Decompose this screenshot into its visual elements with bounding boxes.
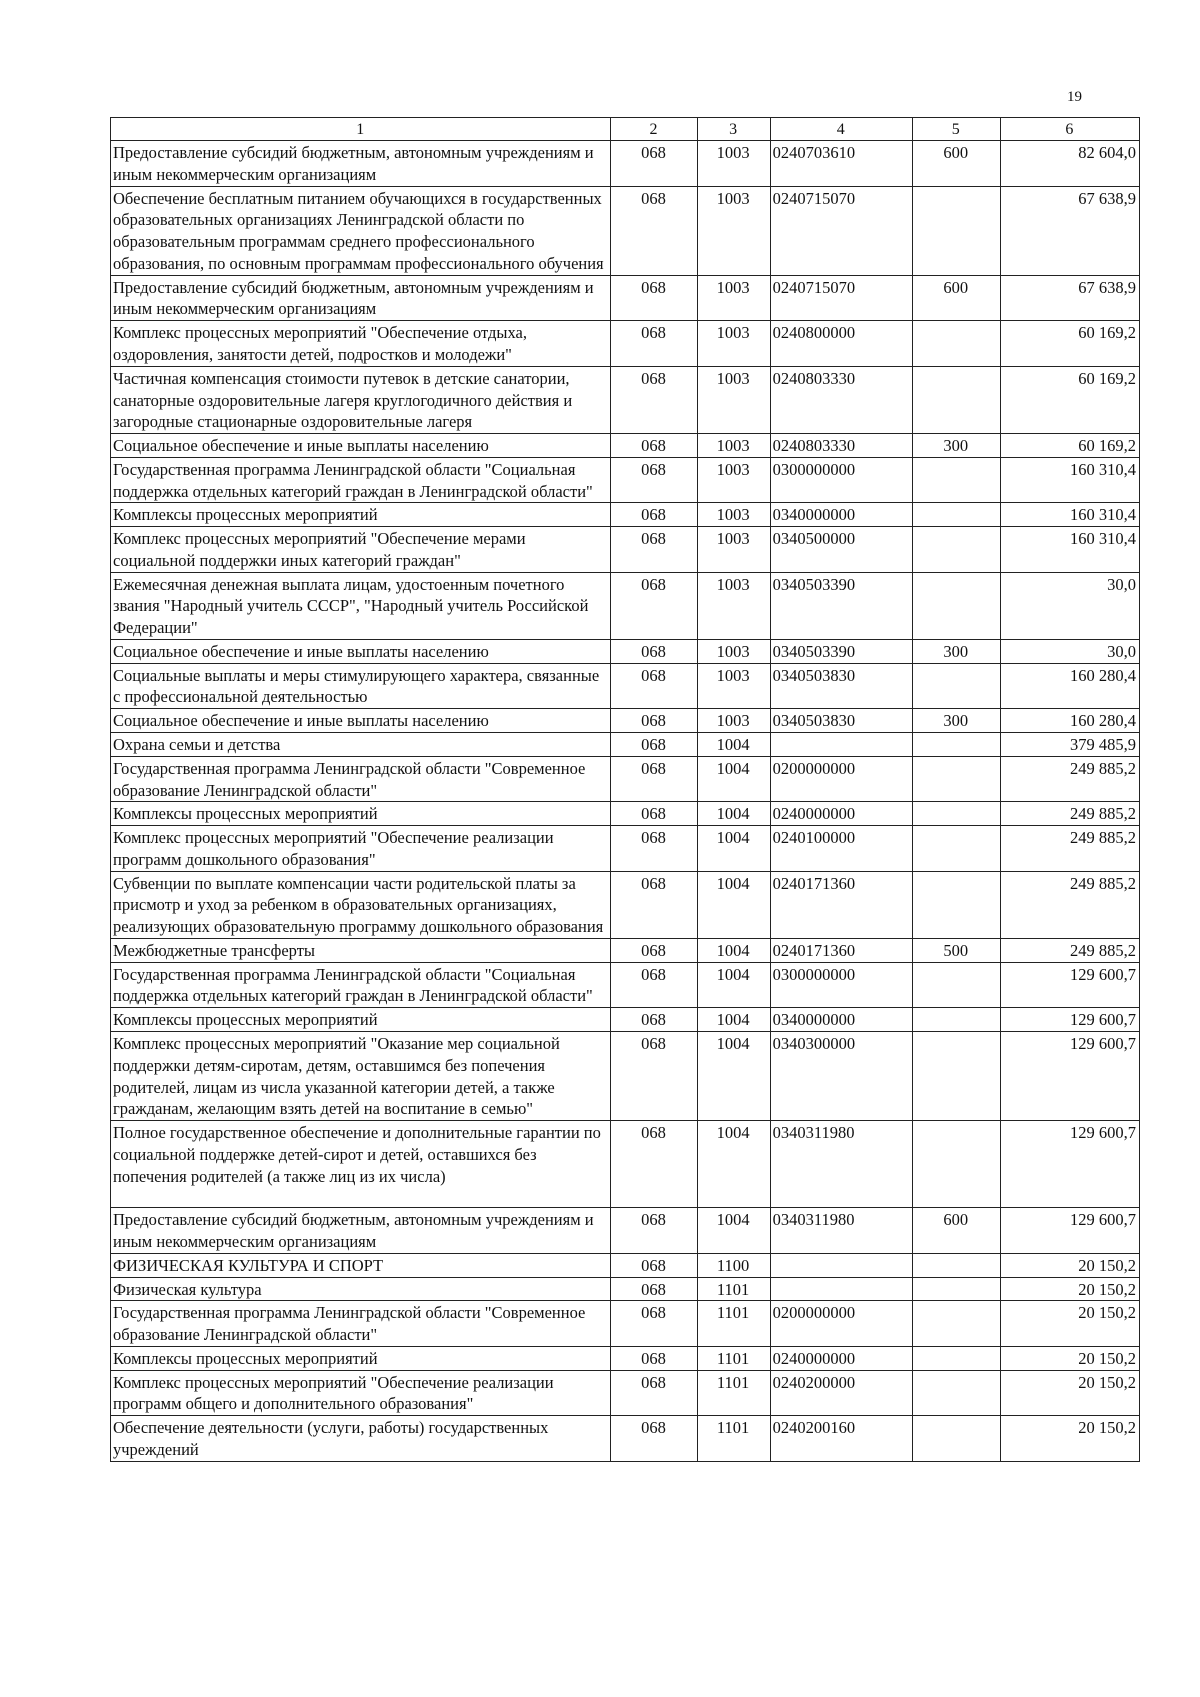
expense-name-cell: Физическая культура <box>111 1277 611 1301</box>
expense-type-cell <box>912 1121 1000 1208</box>
table-row <box>111 1277 1140 1301</box>
expense-name-cell: Комплекс процессных мероприятий "Обеспечение реализации программ дошкольного образования" <box>111 826 611 872</box>
amount-cell: 30,0 <box>1000 639 1139 663</box>
ministry-code-cell: 068 <box>611 802 697 826</box>
expense-type-cell <box>912 1370 1000 1416</box>
expense-name-cell: Государственная программа Ленинградской области "Современное образование Ленинградской области" <box>111 1301 611 1347</box>
ministry-code-cell: 068 <box>611 733 697 757</box>
target-article-cell: 0340503830 <box>770 663 912 709</box>
column-header: 6 <box>1000 118 1139 141</box>
table-row <box>111 503 1140 527</box>
expense-name-cell: Комплекс процессных мероприятий "Обеспечение реализации программ общего и дополнительного образования" <box>111 1370 611 1416</box>
ministry-code-cell: 068 <box>611 1031 697 1120</box>
amount-cell: 129 600,7 <box>1000 1208 1139 1254</box>
section-code-cell: 1101 <box>697 1346 770 1370</box>
expense-type-cell <box>912 962 1000 1008</box>
section-code-cell: 1101 <box>697 1301 770 1347</box>
ministry-code-cell: 068 <box>611 366 697 433</box>
section-code-cell: 1004 <box>697 938 770 962</box>
section-code-cell: 1003 <box>697 527 770 573</box>
expense-type-cell <box>912 1253 1000 1277</box>
target-article-cell: 0340500000 <box>770 527 912 573</box>
section-code-cell: 1003 <box>697 503 770 527</box>
table-row <box>111 663 1140 709</box>
expense-type-cell <box>912 1031 1000 1120</box>
amount-cell: 129 600,7 <box>1000 1121 1139 1208</box>
ministry-code-cell: 068 <box>611 1346 697 1370</box>
target-article-cell: 0240800000 <box>770 321 912 367</box>
expense-name-cell: Социальное обеспечение и иные выплаты населению <box>111 639 611 663</box>
section-code-cell: 1101 <box>697 1277 770 1301</box>
ministry-code-cell: 068 <box>611 962 697 1008</box>
table-row <box>111 962 1140 1008</box>
table-row <box>111 1121 1140 1208</box>
expense-name-cell: Полное государственное обеспечение и дополнительные гарантии по социальной поддержке детей-сирот и детей, оставшихся без попечения родителей (а также лиц из их числа) <box>111 1121 611 1208</box>
amount-cell: 249 885,2 <box>1000 802 1139 826</box>
target-article-cell: 0240803330 <box>770 434 912 458</box>
target-article-cell: 0340000000 <box>770 503 912 527</box>
target-article-cell: 0200000000 <box>770 756 912 802</box>
ministry-code-cell: 068 <box>611 1416 697 1462</box>
ministry-code-cell: 068 <box>611 141 697 187</box>
amount-cell: 30,0 <box>1000 572 1139 639</box>
target-article-cell: 0340503390 <box>770 572 912 639</box>
table-header-row <box>111 118 1140 141</box>
table-row <box>111 709 1140 733</box>
table-row <box>111 457 1140 503</box>
expense-type-cell <box>912 802 1000 826</box>
ministry-code-cell: 068 <box>611 503 697 527</box>
amount-cell: 20 150,2 <box>1000 1301 1139 1347</box>
column-header: 2 <box>611 118 697 141</box>
target-article-cell: 0340300000 <box>770 1031 912 1120</box>
table-row <box>111 1301 1140 1347</box>
expense-type-cell: 600 <box>912 275 1000 321</box>
section-code-cell: 1004 <box>697 756 770 802</box>
expense-name-cell: Социальное обеспечение и иные выплаты населению <box>111 709 611 733</box>
expense-name-cell: Предоставление субсидий бюджетным, автономным учреждениям и иным некоммерческим организациям <box>111 141 611 187</box>
section-code-cell: 1003 <box>697 141 770 187</box>
expense-name-cell: Обеспечение бесплатным питанием обучающихся в государственных образовательных организациях Ленинградской области по образовательным программам среднего профессионального образования, по основным программам профессионального обучения <box>111 186 611 275</box>
amount-cell: 82 604,0 <box>1000 141 1139 187</box>
amount-cell: 129 600,7 <box>1000 962 1139 1008</box>
expense-name-cell: Комплекс процессных мероприятий "Обеспечение отдыха, оздоровления, занятости детей, подростков и молодежи" <box>111 321 611 367</box>
expense-name-cell: ФИЗИЧЕСКАЯ КУЛЬТУРА И СПОРТ <box>111 1253 611 1277</box>
expense-type-cell <box>912 663 1000 709</box>
target-article-cell: 0240715070 <box>770 186 912 275</box>
page-number: 19 <box>1067 89 1082 105</box>
column-header: 3 <box>697 118 770 141</box>
ministry-code-cell: 068 <box>611 527 697 573</box>
ministry-code-cell: 068 <box>611 434 697 458</box>
table-row <box>111 938 1140 962</box>
table-row <box>111 1008 1140 1032</box>
expense-name-cell: Социальное обеспечение и иные выплаты населению <box>111 434 611 458</box>
amount-cell: 60 169,2 <box>1000 434 1139 458</box>
target-article-cell: 0300000000 <box>770 457 912 503</box>
expense-name-cell: Комплексы процессных мероприятий <box>111 1346 611 1370</box>
table-row <box>111 1031 1140 1120</box>
table-row <box>111 802 1140 826</box>
target-article-cell: 0340503830 <box>770 709 912 733</box>
amount-cell: 160 310,4 <box>1000 503 1139 527</box>
section-code-cell: 1003 <box>697 321 770 367</box>
target-article-cell <box>770 733 912 757</box>
section-code-cell: 1004 <box>697 826 770 872</box>
expense-name-cell: Ежемесячная денежная выплата лицам, удостоенным почетного звания "Народный учитель СССР", "Народный учитель Российской Федерации" <box>111 572 611 639</box>
ministry-code-cell: 068 <box>611 663 697 709</box>
ministry-code-cell: 068 <box>611 1253 697 1277</box>
column-header: 1 <box>111 118 611 141</box>
section-code-cell: 1100 <box>697 1253 770 1277</box>
section-code-cell: 1004 <box>697 1031 770 1120</box>
table-row <box>111 1253 1140 1277</box>
amount-cell: 20 150,2 <box>1000 1416 1139 1462</box>
target-article-cell <box>770 1253 912 1277</box>
expense-name-cell: Государственная программа Ленинградской области "Социальная поддержка отдельных категорий граждан в Ленинградской области" <box>111 962 611 1008</box>
section-code-cell: 1004 <box>697 1008 770 1032</box>
amount-cell: 20 150,2 <box>1000 1253 1139 1277</box>
amount-cell: 20 150,2 <box>1000 1277 1139 1301</box>
amount-cell: 249 885,2 <box>1000 756 1139 802</box>
expense-name-cell: Межбюджетные трансферты <box>111 938 611 962</box>
expense-type-cell <box>912 503 1000 527</box>
section-code-cell: 1004 <box>697 962 770 1008</box>
expense-type-cell: 600 <box>912 1208 1000 1254</box>
section-code-cell: 1004 <box>697 733 770 757</box>
expense-name-cell: Комплексы процессных мероприятий <box>111 503 611 527</box>
ministry-code-cell: 068 <box>611 639 697 663</box>
amount-cell: 160 310,4 <box>1000 527 1139 573</box>
target-article-cell <box>770 1277 912 1301</box>
expense-type-cell <box>912 457 1000 503</box>
target-article-cell: 0240200160 <box>770 1416 912 1462</box>
expense-name-cell: Предоставление субсидий бюджетным, автономным учреждениям и иным некоммерческим организациям <box>111 1208 611 1254</box>
target-article-cell: 0240000000 <box>770 802 912 826</box>
expense-name-cell: Государственная программа Ленинградской области "Современное образование Ленинградской области" <box>111 756 611 802</box>
section-code-cell: 1004 <box>697 1121 770 1208</box>
expense-type-cell <box>912 1416 1000 1462</box>
section-code-cell: 1101 <box>697 1416 770 1462</box>
table-row <box>111 186 1140 275</box>
amount-cell: 249 885,2 <box>1000 826 1139 872</box>
expense-name-cell: Комплексы процессных мероприятий <box>111 1008 611 1032</box>
ministry-code-cell: 068 <box>611 1370 697 1416</box>
section-code-cell: 1004 <box>697 802 770 826</box>
target-article-cell: 0340000000 <box>770 1008 912 1032</box>
section-code-cell: 1003 <box>697 663 770 709</box>
ministry-code-cell: 068 <box>611 938 697 962</box>
amount-cell: 129 600,7 <box>1000 1008 1139 1032</box>
expense-type-cell <box>912 871 1000 938</box>
amount-cell: 67 638,9 <box>1000 275 1139 321</box>
section-code-cell: 1004 <box>697 871 770 938</box>
ministry-code-cell: 068 <box>611 321 697 367</box>
expense-type-cell <box>912 186 1000 275</box>
target-article-cell: 0240803330 <box>770 366 912 433</box>
target-article-cell: 0240171360 <box>770 871 912 938</box>
section-code-cell: 1003 <box>697 186 770 275</box>
target-article-cell: 0340311980 <box>770 1208 912 1254</box>
target-article-cell: 0240171360 <box>770 938 912 962</box>
budget-table <box>110 117 1140 1462</box>
amount-cell: 249 885,2 <box>1000 938 1139 962</box>
table-row <box>111 756 1140 802</box>
expense-type-cell: 300 <box>912 434 1000 458</box>
target-article-cell: 0340311980 <box>770 1121 912 1208</box>
amount-cell: 67 638,9 <box>1000 186 1139 275</box>
expense-name-cell: Охрана семьи и детства <box>111 733 611 757</box>
table-body <box>111 141 1140 1462</box>
ministry-code-cell: 068 <box>611 186 697 275</box>
section-code-cell: 1003 <box>697 275 770 321</box>
column-header: 4 <box>770 118 912 141</box>
expense-type-cell <box>912 572 1000 639</box>
ministry-code-cell: 068 <box>611 756 697 802</box>
ministry-code-cell: 068 <box>611 1208 697 1254</box>
ministry-code-cell: 068 <box>611 1301 697 1347</box>
expense-name-cell: Субвенции по выплате компенсации части родительской платы за присмотр и уход за ребенком в образовательных организациях, реализующих образовательную программу дошкольного образования <box>111 871 611 938</box>
expense-type-cell <box>912 1346 1000 1370</box>
section-code-cell: 1003 <box>697 434 770 458</box>
target-article-cell: 0240715070 <box>770 275 912 321</box>
expense-type-cell: 600 <box>912 141 1000 187</box>
table-row <box>111 1346 1140 1370</box>
expense-type-cell <box>912 366 1000 433</box>
expense-type-cell: 500 <box>912 938 1000 962</box>
expense-type-cell <box>912 756 1000 802</box>
ministry-code-cell: 068 <box>611 826 697 872</box>
expense-type-cell: 300 <box>912 709 1000 733</box>
section-code-cell: 1101 <box>697 1370 770 1416</box>
expense-name-cell: Социальные выплаты и меры стимулирующего характера, связанные с профессиональной деятельностью <box>111 663 611 709</box>
amount-cell: 60 169,2 <box>1000 366 1139 433</box>
table-row <box>111 141 1140 187</box>
expense-name-cell: Комплекс процессных мероприятий "Оказание мер социальной поддержки детям-сиротам, детям, оставшимся без попечения родителей, лицам из числа указанной категории детей, а также гражданам, желающим взять детей на воспитание в семью" <box>111 1031 611 1120</box>
amount-cell: 20 150,2 <box>1000 1370 1139 1416</box>
section-code-cell: 1003 <box>697 457 770 503</box>
target-article-cell: 0240703610 <box>770 141 912 187</box>
table-row <box>111 321 1140 367</box>
target-article-cell: 0340503390 <box>770 639 912 663</box>
target-article-cell: 0200000000 <box>770 1301 912 1347</box>
table-row <box>111 1416 1140 1462</box>
table-row <box>111 871 1140 938</box>
expense-type-cell <box>912 826 1000 872</box>
table-row <box>111 366 1140 433</box>
expense-type-cell <box>912 733 1000 757</box>
expense-type-cell <box>912 527 1000 573</box>
expense-type-cell <box>912 1301 1000 1347</box>
amount-cell: 160 310,4 <box>1000 457 1139 503</box>
section-code-cell: 1003 <box>697 572 770 639</box>
table-row <box>111 733 1140 757</box>
section-code-cell: 1003 <box>697 639 770 663</box>
ministry-code-cell: 068 <box>611 275 697 321</box>
amount-cell: 60 169,2 <box>1000 321 1139 367</box>
table-row <box>111 826 1140 872</box>
target-article-cell: 0240100000 <box>770 826 912 872</box>
target-article-cell: 0240200000 <box>770 1370 912 1416</box>
ministry-code-cell: 068 <box>611 1277 697 1301</box>
amount-cell: 160 280,4 <box>1000 709 1139 733</box>
amount-cell: 160 280,4 <box>1000 663 1139 709</box>
ministry-code-cell: 068 <box>611 709 697 733</box>
amount-cell: 249 885,2 <box>1000 871 1139 938</box>
table-row <box>111 639 1140 663</box>
ministry-code-cell: 068 <box>611 572 697 639</box>
expense-name-cell: Государственная программа Ленинградской области "Социальная поддержка отдельных категорий граждан в Ленинградской области" <box>111 457 611 503</box>
expense-name-cell: Обеспечение деятельности (услуги, работы) государственных учреждений <box>111 1416 611 1462</box>
expense-name-cell: Частичная компенсация стоимости путевок в детские санатории, санаторные оздоровительные лагеря круглогодичного действия и загородные стационарные оздоровительные лагеря <box>111 366 611 433</box>
target-article-cell: 0300000000 <box>770 962 912 1008</box>
table-row <box>111 527 1140 573</box>
expense-type-cell <box>912 321 1000 367</box>
table-row <box>111 1208 1140 1254</box>
section-code-cell: 1004 <box>697 1208 770 1254</box>
expense-type-cell <box>912 1277 1000 1301</box>
amount-cell: 20 150,2 <box>1000 1346 1139 1370</box>
table-row <box>111 572 1140 639</box>
amount-cell: 379 485,9 <box>1000 733 1139 757</box>
ministry-code-cell: 068 <box>611 457 697 503</box>
section-code-cell: 1003 <box>697 709 770 733</box>
amount-cell: 129 600,7 <box>1000 1031 1139 1120</box>
expense-name-cell: Комплексы процессных мероприятий <box>111 802 611 826</box>
table-row <box>111 434 1140 458</box>
expense-type-cell <box>912 1008 1000 1032</box>
table-row <box>111 1370 1140 1416</box>
ministry-code-cell: 068 <box>611 1008 697 1032</box>
section-code-cell: 1003 <box>697 366 770 433</box>
expense-name-cell: Комплекс процессных мероприятий "Обеспечение мерами социальной поддержки иных категорий граждан" <box>111 527 611 573</box>
column-header: 5 <box>912 118 1000 141</box>
expense-type-cell: 300 <box>912 639 1000 663</box>
expense-name-cell: Предоставление субсидий бюджетным, автономным учреждениям и иным некоммерческим организациям <box>111 275 611 321</box>
ministry-code-cell: 068 <box>611 1121 697 1208</box>
table-row <box>111 275 1140 321</box>
ministry-code-cell: 068 <box>611 871 697 938</box>
target-article-cell: 0240000000 <box>770 1346 912 1370</box>
